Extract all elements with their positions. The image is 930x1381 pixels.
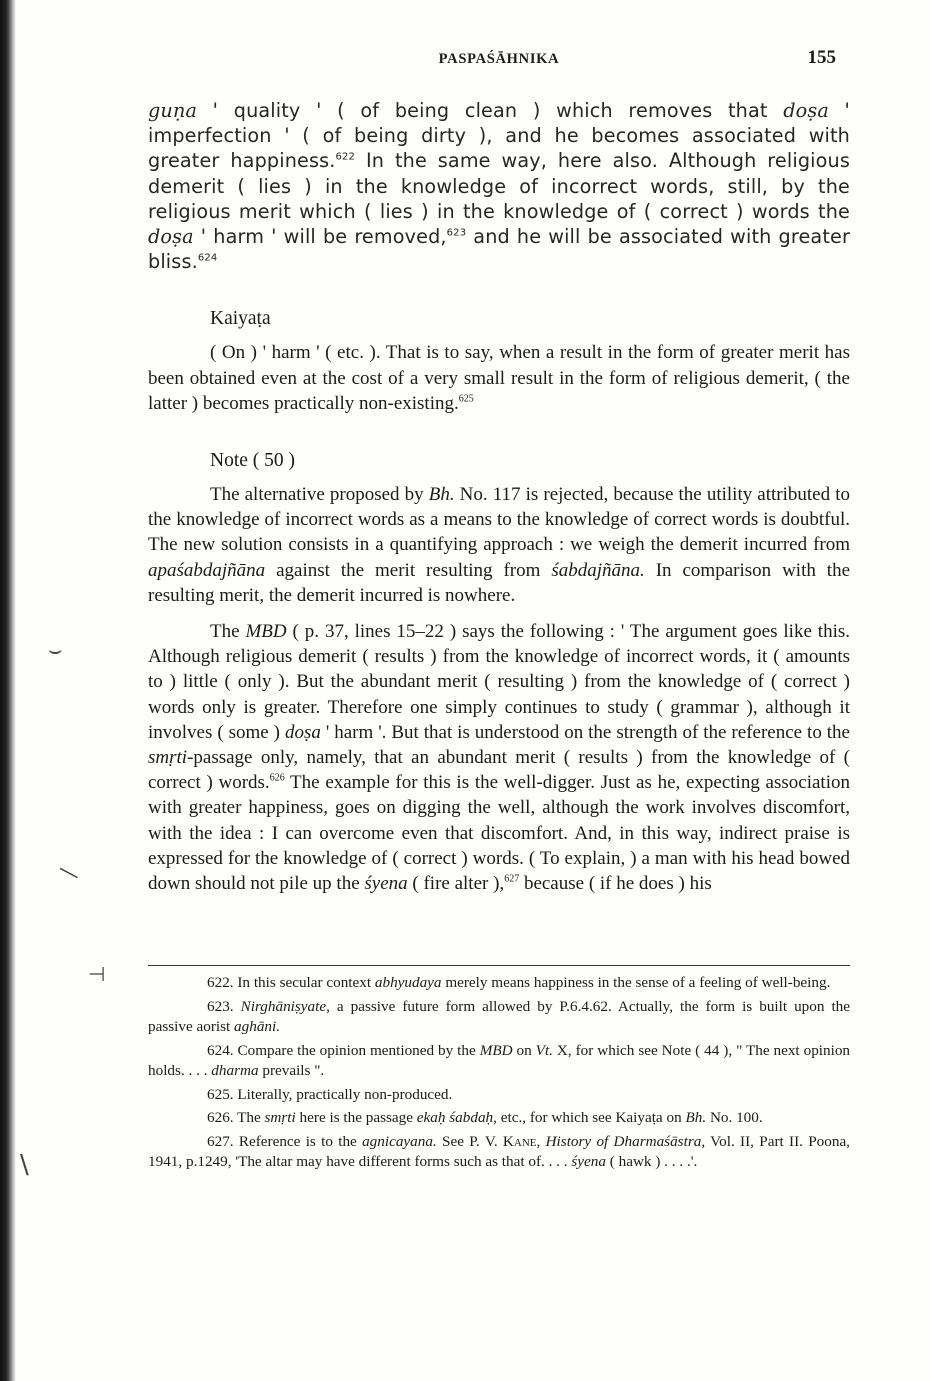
- continued-paragraph: guṇa ' quality ' ( of being clean ) which removes that doṣa ' imperfection ' ( of being dirty ), and he becomes associated with greater happiness.$^{622}$ In the same way, here also. Although religious demerit ( lies ) in the knowledge of incorrect words, still, by the religious merit which ( lies ) in the knowledge of ( correct ) words the doṣa ' harm ' will be removed,$^{623}$ and he will be associated with greater bliss.$^{624}$: [148, 99, 850, 274]
- footnote-625: 625. Literally, practically non-produced.: [207, 1085, 453, 1103]
- footnote-622: 622. In this secular context abhyudaya merely means happiness in the sense of a feeling of well-being.: [207, 974, 831, 991]
- section-heading-kaiyata: Kaiyaṭa: [210, 308, 271, 330]
- page-number: 155: [807, 47, 836, 68]
- main-text: [148, 98, 850, 896]
- section-heading-note: Note ( 50 ): [210, 450, 296, 472]
- footnotes: [148, 973, 850, 1176]
- page-header: [148, 47, 850, 77]
- footnote-ref: 623: [446, 227, 467, 239]
- margin-mark: ⌣: [48, 638, 63, 663]
- page-binding-shadow: [0, 0, 16, 1381]
- running-title: PASPAŚĀHNIKA: [438, 51, 560, 67]
- footnote-627: 627. Reference is to the agnicayana. See P. V. Kane, History of Dharmaśāstra, Vol. II, Part II. Poona, 1941, p.1249, 'The altar may have different forms such as that of. . . . śyena ( hawk ) . . . .'.: [148, 1132, 850, 1170]
- footnote-ref: 626: [269, 772, 285, 784]
- footnote-ref: 625: [458, 393, 474, 405]
- footnote-divider: [148, 965, 850, 966]
- margin-mark: —: [53, 856, 85, 889]
- footnote-ref: 627: [504, 873, 520, 885]
- kaiyata-paragraph: ( On ) ' harm ' ( etc. ). That is to say, when a result in the form of greater merit has been obtained even at the cost of a very small result in the form of religious demerit, ( the latter ) becomes practically non-existing.$^{625}$: [148, 342, 850, 414]
- margin-mark: ⊣: [88, 962, 106, 986]
- footnote-ref: 624: [197, 252, 218, 264]
- footnote-624: 624. Compare the opinion mentioned by the MBD on Vt. X, for which see Note ( 44 ), " The next opinion holds. . . . dharma prevails ".: [148, 1041, 851, 1079]
- footnote-623: 623. Nirghāniṣyate, a passive future form allowed by P.6.4.62. Actually, the form is built upon the passive aorist aghāni.: [148, 997, 851, 1035]
- margin-mark: \: [20, 1150, 29, 1180]
- note-paragraph-1: The alternative proposed by Bh. No. 117 is rejected, because the utility attributed to the knowledge of incorrect words as a means to the knowledge of correct words is doubtful. The new solution consists in a quantifying approach : we weigh the demerit incurred from apaśabdajñāna against the merit resulting from śabdajñāna. In comparison with the resulting merit, the demerit incurred is nowhere.: [148, 484, 850, 606]
- note-paragraph-2: The MBD ( p. 37, lines 15–22 ) says the following : ' The argument goes like this. Although religious demerit ( results ) from the knowledge of incorrect words, it ( amounts to ) little ( only ). But the abundant merit ( resulting ) from the knowledge of ( correct ) words only is greater. Therefore one simply continues to study ( grammar ), although it involves ( some ) doṣa ' harm '. But that is understood on the strength of the reference to the smṛti-passage only, namely, that an abundant merit ( results ) from the knowledge of ( correct ) words.$^{626}$ The example for this is the well-digger. Just as he, expecting association with greater happiness, goes on digging the well, although the work involves discomfort, with the idea : I can overcome even that discomfort. And, in this way, indirect praise is expressed for the knowledge of ( correct ) words. ( To explain, ) a man with his head bowed down should not pile up the śyena ( fire alter ),$^{627}$ because ( if he does ) his: [148, 621, 850, 895]
- footnote-626: 626. The smṛti here is the passage ekaḥ śabdaḥ, etc., for which see Kaiyaṭa on Bh. No. 100.: [207, 1109, 763, 1126]
- footnote-ref: 622: [335, 152, 356, 164]
